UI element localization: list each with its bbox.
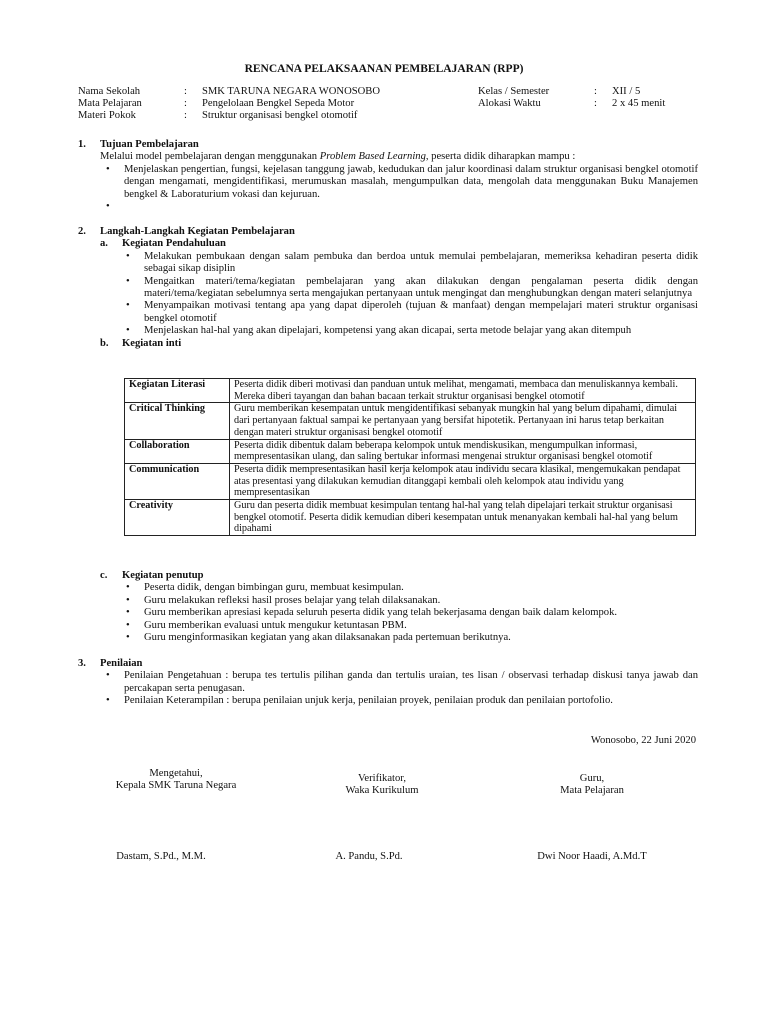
goal-list	[78, 164, 698, 213]
table-row	[125, 500, 696, 536]
section-tujuan	[78, 139, 698, 213]
colon: :	[594, 98, 597, 109]
section-number: 1.	[78, 139, 86, 150]
subsection-c-title: c. Kegiatan penutup	[100, 570, 204, 581]
signature-middle	[346, 773, 419, 798]
signature-title: Waka Kurikulum	[345, 785, 419, 797]
signature-title: Kepala SMK Taruna Negara	[115, 780, 237, 792]
signature-title: Mata Pelajaran	[560, 785, 624, 797]
list-item: • Mengaitkan materi/tema/kegiatan pembelajaran yang akan dilakukan dengan pengalaman peserta didik dengan materi/tema/kegiatan sebelumnya serta mengajukan pertanyaan untuk mengingat dan menghubungkan dengan materi selanjutnya	[122, 276, 698, 301]
list-item: • Guru memberikan apresiasi kepada seluruh peserta didik yang telah bekerjasama dengan baik dalam kelompok.	[122, 607, 698, 619]
list-item: • Menyampaikan motivasi tentang apa yang dapat diperoleh (tujuan & manfaat) dengan mempelajari materi struktur organisasi bengkel otomotif	[122, 300, 698, 325]
list-item: • Penilaian Pengetahuan : berupa tes tertulis pilihan ganda dan tertulis uraian, tes lisan / observasi terhadap diskusi tanya jawab dan percakapan serta penugasan.	[100, 670, 698, 695]
signature-role: Guru,	[579, 773, 605, 784]
section-number: 2.	[78, 226, 86, 237]
list-item: • Peserta didik, dengan bimbingan guru, membuat kesimpulan.	[122, 582, 698, 594]
place-date: Wonosobo, 22 Juni 2020	[590, 735, 696, 746]
subject-value: Pengelolaan Bengkel Sepeda Motor	[202, 98, 355, 109]
table-row	[125, 379, 696, 403]
section-title: 2. Langkah-Langkah Kegiatan Pembelajaran	[78, 226, 295, 237]
signature-left	[116, 768, 237, 793]
colon: :	[184, 110, 187, 121]
signature-role: Mengetahui,	[149, 768, 203, 779]
section-title: 3. Penilaian	[78, 658, 143, 669]
signer-name-middle: A. Pandu, S.Pd.	[335, 851, 403, 862]
colon: :	[594, 86, 597, 97]
table-cell-value: Peserta didik dibentuk dalam beberapa kelompok untuk mendiskusikan, mengumpulkan informasi, mempresentasikan ulang, dan saling bertukar informasi mengenai struktur organisasi bengkel otomotif	[230, 439, 696, 463]
subsection-a-title: a. Kegiatan Pendahuluan	[100, 238, 226, 250]
list-item: • Melakukan pembukaan dengan salam pembuka dan berdoa untuk memulai pembelajaran, memeriksa kehadiran peserta didik sebagai sikap disiplin	[122, 251, 698, 276]
list-item: • Menjelaskan pengertian, fungsi, kejelasan tanggung jawab, kedudukan dan jalur koordinasi dalam struktur organisasi bengkel otomotif dengan mengamati, mengidentifikasi, merumuskan masalah, mengumpulkan data, mengolah data menggunakan Buku Manajemen bengkel & Laboraturium vokasi dan kejuruan.	[100, 164, 698, 201]
list-item: • Penilaian Keterampilan : berupa penilaian unjuk kerja, penilaian proyek, penilaian produk dan penilaian portofolio.	[100, 695, 698, 707]
signer-name-right: Dwi Noor Haadi, A.Md.T	[537, 851, 647, 862]
document-title: RENCANA PELAKSAANAN PEMBELAJARAN (RPP)	[244, 63, 524, 75]
table-cell-key: Communication	[125, 463, 230, 499]
section-intro: Melalui model pembelajaran dengan menggunakan Problem Based Learning, peserta didik diharapkan mampu :	[100, 151, 576, 163]
table-row	[125, 403, 696, 439]
table-cell-key: Critical Thinking	[125, 403, 230, 439]
table-row	[125, 463, 696, 499]
table-cell-value: Peserta didik mempresentasikan hasil kerja kelompok atau individu secara klasikal, mengemukakan pendapat atas presentasi yang dilakukan kemudian ditanggapi kembali oleh kelompok atau individu yang mempresentasikan	[230, 463, 696, 499]
table-cell-value: Peserta didik diberi motivasi dan panduan untuk melihat, mengamati, membaca dan menuliskannya kembali. Mereka diberi tayangan dan bahan bacaan terkait struktur organisasi bengkel otomotif	[230, 379, 696, 403]
table-cell-value: Guru memberikan kesempatan untuk mengidentifikasi sebanyak mungkin hal yang belum dipahami, dimulai dari pertanyaan faktual sampai ke pertanyaan yang bersifat hipotetik. Pertanyaan ini harus tetap berkaitan dengan materi struktur organisasi bengkel otomotif	[230, 403, 696, 439]
colon: :	[184, 98, 187, 109]
time-value: 2 x 45 menit	[612, 98, 666, 109]
section-title: 1. Tujuan Pembelajaran	[78, 139, 199, 150]
list-item	[100, 201, 698, 213]
time-label: Alokasi Waktu	[478, 98, 541, 109]
kegiatan-inti-table	[124, 378, 696, 536]
topic-label: Materi Pokok	[78, 110, 136, 121]
list-item: • Guru melakukan refleksi hasil proses belajar yang telah dilaksanakan.	[122, 595, 698, 607]
penilaian-list	[78, 670, 698, 707]
section-langkah	[78, 226, 698, 350]
signature-role: Verifikator,	[357, 773, 407, 784]
table-cell-key: Creativity	[125, 500, 230, 536]
topic-value: Struktur organisasi bengkel otomotif	[202, 110, 358, 121]
signer-name-left: Dastam, S.Pd., M.M.	[116, 851, 206, 862]
table-cell-key: Kegiatan Literasi	[125, 379, 230, 403]
section-penilaian	[78, 658, 698, 708]
table-cell-value: Guru dan peserta didik membuat kesimpulan tentang hal-hal yang telah dipelajari terkait struktur organisasi bengkel otomotif. Peserta didik kemudian diberi kesempatan untuk menanyakan kembali hal-hal yang belum dipahami	[230, 500, 696, 536]
section-number: 3.	[78, 658, 86, 669]
penutup-list	[78, 582, 698, 644]
colon: :	[184, 86, 187, 97]
section-penutup	[78, 570, 698, 644]
subject-label: Mata Pelajaran	[78, 98, 142, 109]
signature-right	[560, 773, 624, 798]
class-label: Kelas / Semester	[478, 86, 550, 97]
class-value: XII / 5	[612, 86, 641, 97]
school-value: SMK TARUNA NEGARA WONOSOBO	[202, 86, 380, 97]
pendahuluan-list	[78, 251, 698, 338]
subsection-b-title: b. Kegiatan inti	[100, 337, 182, 349]
table-cell-key: Collaboration	[125, 439, 230, 463]
list-item: • Menjelaskan hal-hal yang akan dipelajari, kompetensi yang akan dicapai, serta metode belajar yang akan ditempuh	[122, 325, 698, 337]
list-item: • Guru memberikan evaluasi untuk mengukur ketuntasan PBM.	[122, 620, 698, 632]
school-label: Nama Sekolah	[78, 86, 141, 97]
table-row	[125, 439, 696, 463]
list-item: • Guru menginformasikan kegiatan yang akan dilaksanakan pada pertemuan berikutnya.	[122, 632, 698, 644]
